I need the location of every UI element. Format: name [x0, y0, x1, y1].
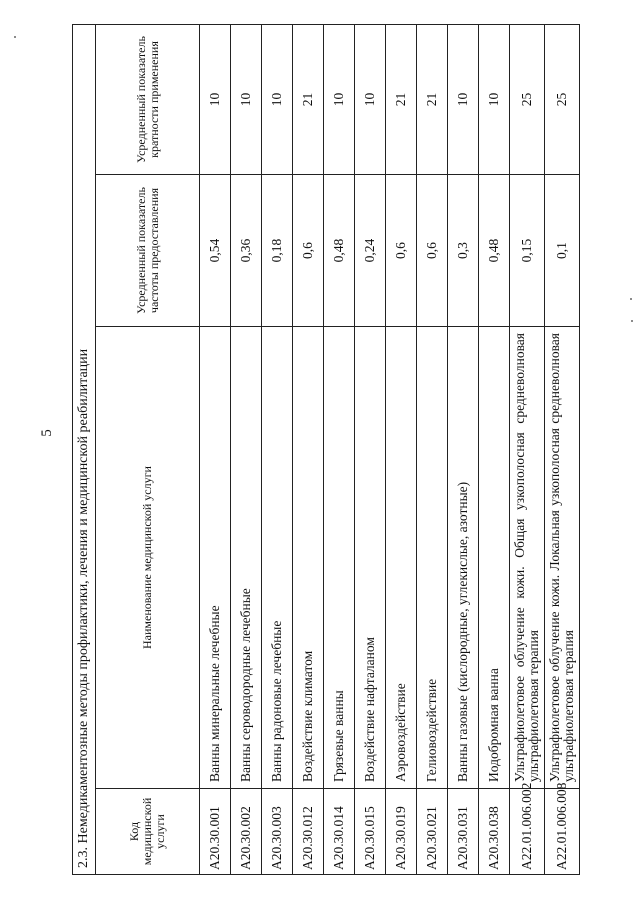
- cell-multiplicity: 10: [324, 24, 355, 174]
- cell-multiplicity: 25: [545, 24, 580, 174]
- header-frequency: Усредненный показатель частоты предоставления: [96, 175, 200, 327]
- table-row: [545, 24, 580, 874]
- table-row: [386, 24, 417, 874]
- cell-frequency: 0,54: [200, 175, 231, 327]
- cell-name: Ванны минеральные лечебные: [200, 327, 231, 789]
- scan-speck: [631, 320, 633, 322]
- scan-speck: [14, 36, 16, 38]
- cell-name: Ультрафиолетовое облучение кожи. Локальная узкополосная средневолновая ультрафиолетовая терапия: [545, 327, 580, 789]
- page-number: 5: [39, 429, 55, 437]
- table-row: [448, 24, 479, 874]
- cell-multiplicity: 21: [386, 24, 417, 174]
- cell-frequency: 0,24: [355, 175, 386, 327]
- cell-name: Грязевые ванны: [324, 327, 355, 789]
- cell-code: A20.30.003: [262, 789, 293, 875]
- cell-frequency: 0,15: [510, 175, 545, 327]
- cell-frequency: 0,6: [386, 175, 417, 327]
- cell-name: Воздействие климатом: [293, 327, 324, 789]
- cell-name: Гелиовоздействие: [417, 327, 448, 789]
- scan-speck: [630, 298, 632, 300]
- cell-multiplicity: 21: [417, 24, 448, 174]
- cell-frequency: 0,6: [293, 175, 324, 327]
- table-row: [355, 24, 386, 874]
- cell-multiplicity: 10: [355, 24, 386, 174]
- cell-code: A20.30.014: [324, 789, 355, 875]
- cell-frequency: 0,18: [262, 175, 293, 327]
- cell-frequency: 0,48: [324, 175, 355, 327]
- cell-code: A20.30.038: [479, 789, 510, 875]
- cell-name: Ванны сероводородные лечебные: [231, 327, 262, 789]
- cell-name: Воздействие нафталаном: [355, 327, 386, 789]
- cell-name: Ванны газовые (кислородные, углекислые, азотные): [448, 327, 479, 789]
- table-row: [324, 24, 355, 874]
- cell-multiplicity: 10: [479, 24, 510, 174]
- table-row: [262, 24, 293, 874]
- table-row: [200, 24, 231, 874]
- cell-code: A20.30.001: [200, 789, 231, 875]
- header-code: Код медицинской услуги: [96, 789, 200, 875]
- table-row: [417, 24, 448, 874]
- header-row: [96, 24, 200, 874]
- table-row: [293, 24, 324, 874]
- header-multiplicity: Усредненный показатель кратности применения: [96, 24, 200, 174]
- cell-multiplicity: 25: [510, 24, 545, 174]
- cell-frequency: 0,36: [231, 175, 262, 327]
- rotated-table-container: [72, 25, 617, 875]
- table-row: [231, 24, 262, 874]
- cell-code: A20.30.015: [355, 789, 386, 875]
- cell-name: Аэровоздействие: [386, 327, 417, 789]
- table-row: [510, 24, 545, 874]
- cell-code: A20.30.019: [386, 789, 417, 875]
- header-name: Наименование медицинской услуги: [96, 327, 200, 789]
- cell-frequency: 0,1: [545, 175, 580, 327]
- cell-multiplicity: 21: [293, 24, 324, 174]
- cell-name: Ультрафиолетовое облучение кожи. Общая узкополосная средневолновая ультрафиолетовая терапия: [510, 327, 545, 789]
- cell-frequency: 0,3: [448, 175, 479, 327]
- cell-frequency: 0,6: [417, 175, 448, 327]
- cell-multiplicity: 10: [200, 24, 231, 174]
- cell-multiplicity: 10: [231, 24, 262, 174]
- cell-name: Ванны радоновые лечебные: [262, 327, 293, 789]
- services-table: [72, 24, 580, 875]
- cell-name: Иодобромная ванна: [479, 327, 510, 789]
- cell-code: A20.30.002: [231, 789, 262, 875]
- cell-multiplicity: 10: [448, 24, 479, 174]
- cell-code: A22.01.006.008: [545, 789, 580, 875]
- cell-multiplicity: 10: [262, 24, 293, 174]
- cell-frequency: 0,48: [479, 175, 510, 327]
- section-title: 2.3. Немедикаментозные методы профилактики, лечения и медицинской реабилитации: [73, 24, 96, 874]
- cell-code: A20.30.031: [448, 789, 479, 875]
- section-title-row: [73, 24, 96, 874]
- table-row: [479, 24, 510, 874]
- cell-code: A22.01.006.002: [510, 789, 545, 875]
- cell-code: A20.30.012: [293, 789, 324, 875]
- cell-code: A20.30.021: [417, 789, 448, 875]
